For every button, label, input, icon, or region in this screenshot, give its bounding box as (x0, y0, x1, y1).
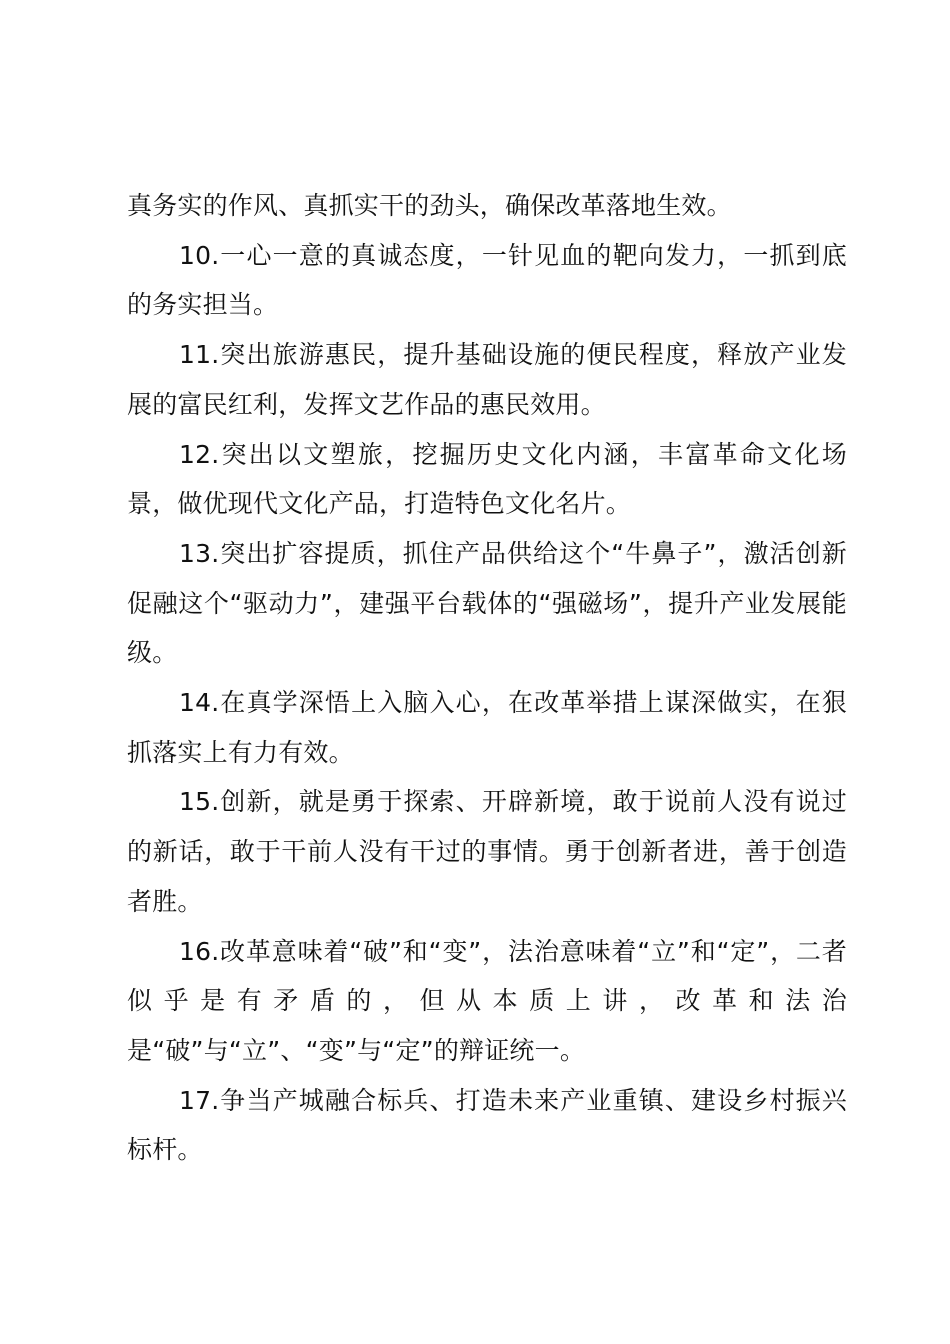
paragraph-item-11: 11.突出旅游惠民，提升基础设施的便民程度，释放产业发展的富民红利，发挥文艺作品的惠民效用。 (127, 340, 847, 419)
paragraph-item-14: 14.在真学深悟上入脑入心，在改革举措上谋深做实，在狠抓落实上有力有效。 (127, 688, 847, 767)
paragraph-item-17: 17.争当产城融合标兵、打造未来产业重镇、建设乡村振兴标杆。 (127, 1085, 847, 1165)
paragraph-continuation: 真务实的作风、真抓实干的劲头，确保改革落地生效。 (127, 191, 732, 220)
paragraph-item-16: 16.改革意味着“破”和“变”，法治意味着“立”和“定”，二者似乎是有矛盾的，但从本质上讲，改革和法治是“破”与“立”、“变”与“定”的辩证统一。 (127, 936, 847, 1065)
paragraph-item-15: 15.创新，就是勇于探索、开辟新境，敢于说前人没有说过的新话，敢于干前人没有干过的事情。勇于创新者进，善于创造者胜。 (127, 787, 847, 916)
paragraph-item-13: 13.突出扩容提质，抓住产品供给这个“牛鼻子”，激活创新促融这个“驱动力”，建强平台载体的“强磁场”，提升产业发展能级。 (127, 538, 847, 668)
document-body (127, 181, 847, 1175)
paragraph-item-12: 12.突出以文塑旅，挖掘历史文化内涵，丰富革命文化场景，做优现代文化产品，打造特色文化名片。 (127, 439, 847, 519)
paragraph-item-10: 10.一心一意的真诚态度，一针见血的靶向发力，一抓到底的务实担当。 (127, 240, 847, 320)
